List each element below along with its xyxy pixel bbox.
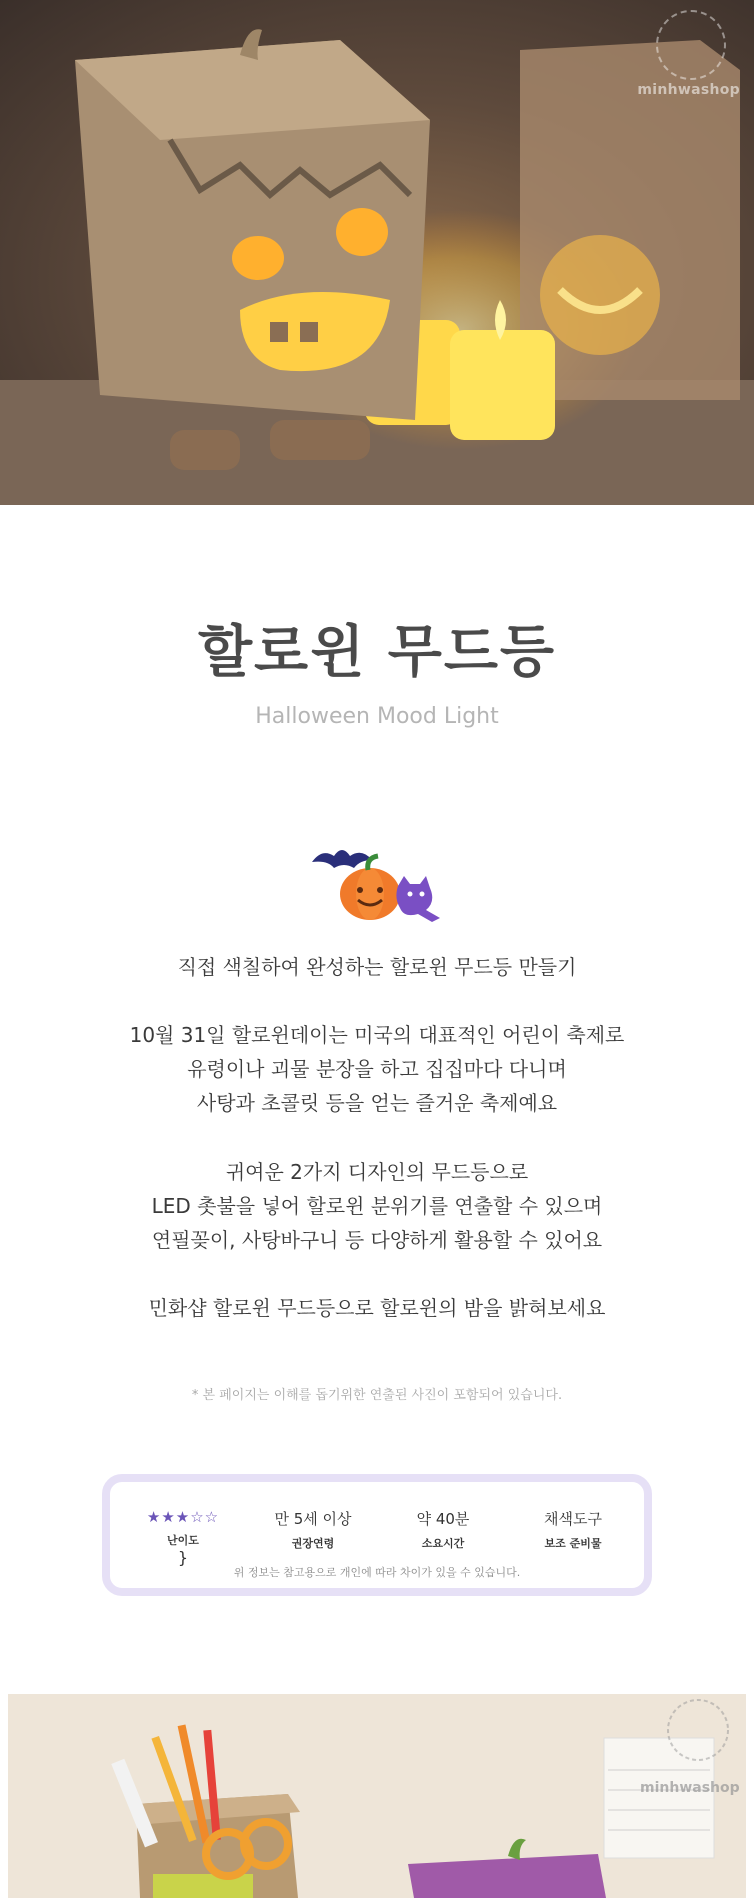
watermark: minhwashop	[637, 82, 740, 98]
watermark-badge-icon	[656, 10, 726, 80]
description-line: 연필꽂이, 사탕바구니 등 다양하게 활용할 수 있어요	[151, 1228, 603, 1252]
info-age	[248, 1508, 378, 1551]
hero-image	[0, 0, 754, 505]
description-paragraph-2	[0, 1018, 754, 1120]
photo-notice: * 본 페이지는 이해를 돕기위한 연출된 사진이 포함되어 있습니다.	[191, 1388, 563, 1403]
description-line: 직접 색칠하여 완성하는 할로윈 무드등 만들기	[177, 955, 577, 979]
time-value: 약 40분	[416, 1510, 470, 1528]
description-line: LED 촛불을 넣어 할로윈 분위기를 연출할 수 있으며	[151, 1194, 603, 1218]
description-paragraph-3	[0, 1155, 754, 1257]
description-paragraph-4	[0, 1291, 754, 1325]
description-line: 유령이나 괴물 분장을 하고 집집마다 다니며	[187, 1057, 567, 1081]
info-time	[378, 1508, 508, 1551]
watermark: minhwashop	[640, 1780, 740, 1796]
tools-label: 보조 준비물	[544, 1537, 602, 1550]
page-title: 할로윈 무드등	[197, 620, 557, 685]
description-line: 10월 31일 할로윈데이는 미국의 대표적인 어린이 축제로	[129, 1023, 625, 1047]
time-label: 소요시간	[421, 1537, 465, 1550]
age-label: 권장연령	[291, 1537, 335, 1550]
info-tools	[508, 1508, 638, 1551]
product-info-box	[102, 1474, 652, 1596]
description-paragraph-1	[0, 950, 754, 984]
description-line: 민화샵 할로윈 무드등으로 할로윈의 밤을 밝혀보세요	[148, 1296, 606, 1320]
difficulty-stars-icon: ★★★☆☆	[146, 1508, 220, 1526]
tools-value: 채색도구	[544, 1510, 602, 1528]
page-subtitle: Halloween Mood Light	[255, 704, 499, 729]
info-difficulty: ★★★☆☆ 난이도 }	[118, 1508, 248, 1567]
info-note: 위 정보는 참고용으로 개인에 따라 차이가 있을 수 있습니다.	[233, 1566, 521, 1579]
description-line: 사탕과 초콜릿 등을 얻는 즐거운 축제예요	[196, 1091, 558, 1115]
second-image	[8, 1694, 746, 1898]
pencil-holder-photo-icon	[8, 1694, 746, 1898]
age-value: 만 5세 이상	[274, 1510, 352, 1528]
pumpkin-bat-cat-icon	[308, 838, 448, 924]
difficulty-label: 난이도	[167, 1534, 199, 1547]
description-line: 귀여운 2가지 디자인의 무드등으로	[225, 1160, 529, 1184]
halloween-mood-light-photo-icon	[0, 0, 754, 505]
